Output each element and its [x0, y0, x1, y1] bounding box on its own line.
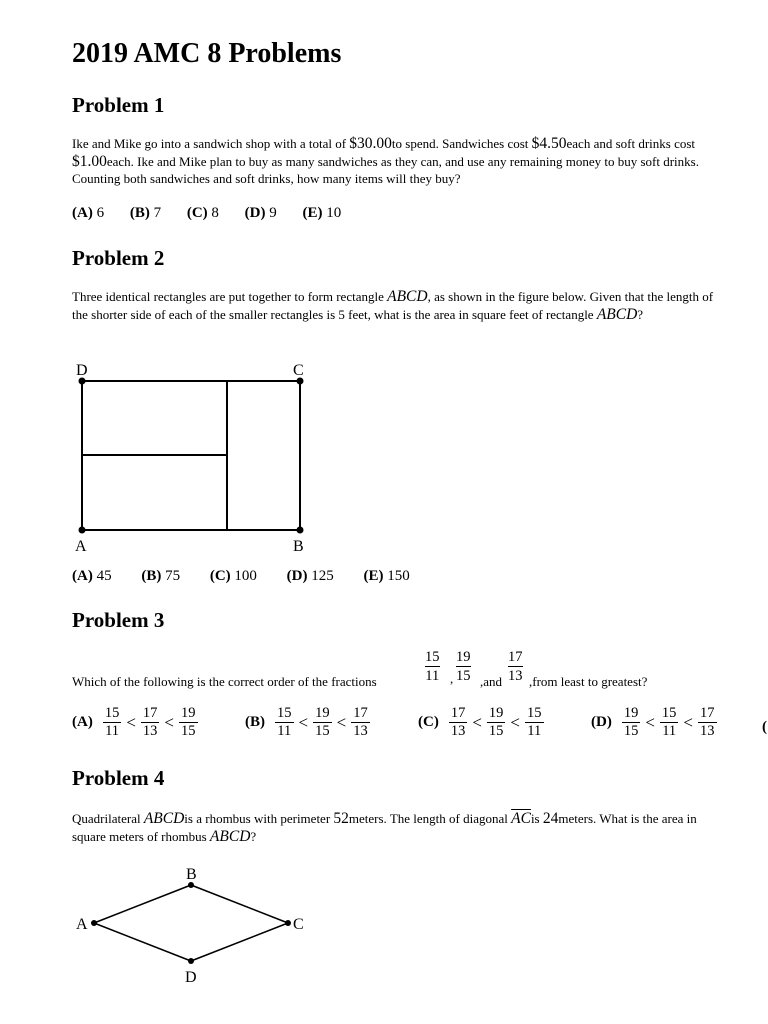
answer-value: 10 [326, 205, 342, 221]
fraction [487, 705, 506, 740]
answer-value: 8 [211, 205, 219, 221]
problem-3-text-end: ,from least to greatest? [529, 674, 648, 689]
fraction [313, 705, 332, 740]
numerator: 15 [425, 649, 440, 665]
denominator: 13 [700, 723, 715, 739]
text-run: is a rhombus with perimeter [184, 811, 334, 826]
problem-3-heading: Problem 3 [72, 608, 165, 632]
numerator: 15 [104, 705, 120, 721]
math-var: ABCD [143, 810, 185, 827]
answer-label: (C) [186, 205, 208, 221]
answer-label: (E) [302, 205, 323, 221]
numerator: 19 [456, 649, 471, 665]
math-var: ABCD [596, 305, 638, 323]
answer-choice [72, 568, 112, 584]
vertex-a-dot [91, 920, 97, 926]
math-segment: $\overline{AC}$ [511, 810, 531, 827]
answer-value: 45 [96, 568, 112, 584]
vertex-c-dot [285, 920, 291, 926]
numerator: 17 [142, 705, 158, 721]
answer-label: (B) [129, 205, 150, 221]
problem-1-answers [72, 205, 341, 222]
numerator: 17 [450, 705, 466, 721]
math-number: 52 [333, 810, 349, 827]
answer-choice [187, 205, 219, 221]
text-run: , as shown in the figure below. Given that the length of the shorter side of each of the smaller rectangles is 5 feet, what is the area in square feet of rectangle [72, 289, 714, 322]
answer-choice [302, 205, 341, 221]
answer-label: (C) [209, 568, 231, 584]
denominator: 11 [103, 722, 122, 740]
numerator: 19 [623, 705, 639, 721]
answer-label: (A) [72, 568, 93, 584]
text-run: to spend. Sandwiches cost [391, 136, 532, 151]
less-than-sign: < [645, 712, 655, 732]
denominator: 13 [450, 723, 466, 739]
numerator: 17 [508, 649, 523, 665]
answer-label: (D) [286, 568, 308, 584]
text-run: ? [637, 306, 644, 322]
denominator: 15 [181, 723, 196, 739]
denominator: 13 [353, 723, 368, 739]
fraction [525, 705, 544, 740]
vertex-d-label: D [76, 362, 88, 379]
vertex-b-label: B [186, 866, 197, 883]
rhombus-figure [70, 860, 320, 988]
fraction [275, 705, 294, 740]
denominator: 11 [525, 722, 544, 740]
fraction [179, 705, 198, 740]
fraction [660, 705, 679, 740]
math-var: ABCD [209, 827, 251, 845]
answer-label: (A) [72, 714, 93, 730]
answer-choice [141, 568, 180, 584]
text-run: Ike and Mike go into a sandwich shop with a total of [72, 136, 350, 151]
answer-choice [245, 205, 277, 221]
less-than-sign: < [683, 712, 694, 732]
denominator: 13 [142, 723, 158, 739]
answer-value: 6 [96, 205, 105, 221]
vertex-a-label: A [75, 538, 87, 555]
answer-label: (B) [141, 568, 162, 584]
vertex-b-dot [297, 527, 304, 534]
fraction [622, 705, 641, 740]
problem-3-text-start: Which of the following is the correct order of the fractions [72, 674, 377, 689]
denominator: 11 [275, 722, 294, 740]
answer-label: (A) [72, 205, 93, 221]
problem-3-choice-a [72, 705, 199, 740]
text-run: each. Ike and Mike plan to buy as many sandwiches as they can, and use any remaining money to buy soft drinks. Counting both sandwiches and soft drinks, how many items will they buy? [72, 153, 699, 186]
text-run: meters. The length of diagonal [348, 811, 512, 826]
less-than-sign: < [126, 712, 136, 732]
numerator: 15 [527, 705, 542, 721]
text-run: each and soft drinks cost [566, 136, 696, 151]
denominator: 11 [425, 668, 440, 684]
answer-value: 9 [269, 205, 277, 221]
answer-label: (C) [418, 714, 439, 730]
answer-choice [72, 205, 104, 221]
problem-4-text [72, 810, 732, 845]
fraction [103, 705, 122, 740]
less-than-sign: < [336, 712, 347, 732]
denominator: 15 [623, 723, 639, 739]
text-run: Three identical rectangles are put together to form rectangle [72, 289, 388, 304]
vertex-a-dot [79, 527, 86, 534]
answer-choice [210, 568, 257, 584]
vertex-a-label: A [76, 916, 88, 933]
math-number: 24 [542, 810, 559, 827]
vertex-c-label: C [293, 362, 304, 379]
less-than-sign: < [164, 712, 175, 732]
comma: , [450, 671, 454, 686]
answer-label: (B) [245, 714, 265, 730]
vertex-c-label: C [293, 916, 304, 933]
problem-2-text [72, 288, 732, 323]
fraction [351, 705, 370, 740]
numerator: 19 [488, 705, 504, 721]
math-amount: $30.00 [349, 135, 392, 152]
answer-choice [130, 205, 161, 221]
problem-4-heading: Problem 4 [72, 766, 165, 790]
rhombus-outline [94, 885, 288, 961]
numerator: 19 [315, 705, 330, 721]
rectangle-figure [60, 355, 330, 560]
math-amount: $4.50 [531, 135, 567, 152]
problem-3-text-and: ,and [480, 674, 503, 689]
text-run: ? [250, 828, 257, 844]
text-run: meters. What is the area in square meters of rhombus [72, 811, 697, 844]
problem-2-answers [72, 568, 410, 585]
less-than-sign: < [472, 712, 482, 732]
problem-3-choice-c [418, 705, 545, 740]
problem-1-text [72, 135, 732, 188]
numerator: 15 [661, 705, 677, 721]
problem-2-heading: Problem 2 [72, 246, 165, 270]
answer-choice [287, 568, 334, 584]
denominator: 15 [488, 723, 504, 739]
problem-3-choice-e-cut: ( [762, 719, 767, 735]
answer-value: 150 [387, 568, 410, 584]
answer-label: (E) [363, 568, 384, 584]
page-title: 2019 AMC 8 Problems [72, 38, 342, 69]
math-amount: $1.00 [72, 152, 107, 170]
answer-value: 100 [234, 568, 257, 584]
numerator: 15 [277, 705, 292, 721]
numerator: 19 [181, 705, 196, 721]
numerator: 17 [353, 705, 368, 721]
vertex-d-label: D [185, 969, 197, 986]
answer-value: 75 [165, 568, 181, 584]
denominator: 15 [315, 723, 330, 739]
math-var: ABCD [387, 288, 428, 305]
less-than-sign: < [510, 712, 521, 732]
problem-3-choice-b [245, 705, 371, 740]
answer-value: 7 [153, 205, 162, 221]
answer-label: (D) [244, 205, 266, 221]
denominator: 13 [508, 668, 523, 684]
problem-1-heading: Problem 1 [72, 93, 165, 117]
denominator: 11 [660, 722, 679, 740]
fraction [449, 705, 468, 740]
text-run: Quadrilateral [72, 811, 144, 826]
vertex-d-dot [188, 958, 194, 964]
answer-label: (D) [591, 714, 612, 730]
numerator: 17 [700, 705, 715, 721]
problem-3-choice-d [591, 705, 718, 740]
answer-value: 125 [311, 568, 334, 584]
denominator: 15 [456, 668, 471, 684]
answer-choice [363, 568, 409, 584]
fraction [141, 705, 160, 740]
fraction-19-15 [456, 648, 471, 685]
fraction-17-13 [508, 648, 523, 685]
less-than-sign: < [298, 712, 309, 732]
fraction-15-11 [425, 648, 440, 685]
fraction [698, 705, 717, 740]
vertex-b-label: B [293, 538, 304, 555]
text-run: is [530, 811, 543, 826]
